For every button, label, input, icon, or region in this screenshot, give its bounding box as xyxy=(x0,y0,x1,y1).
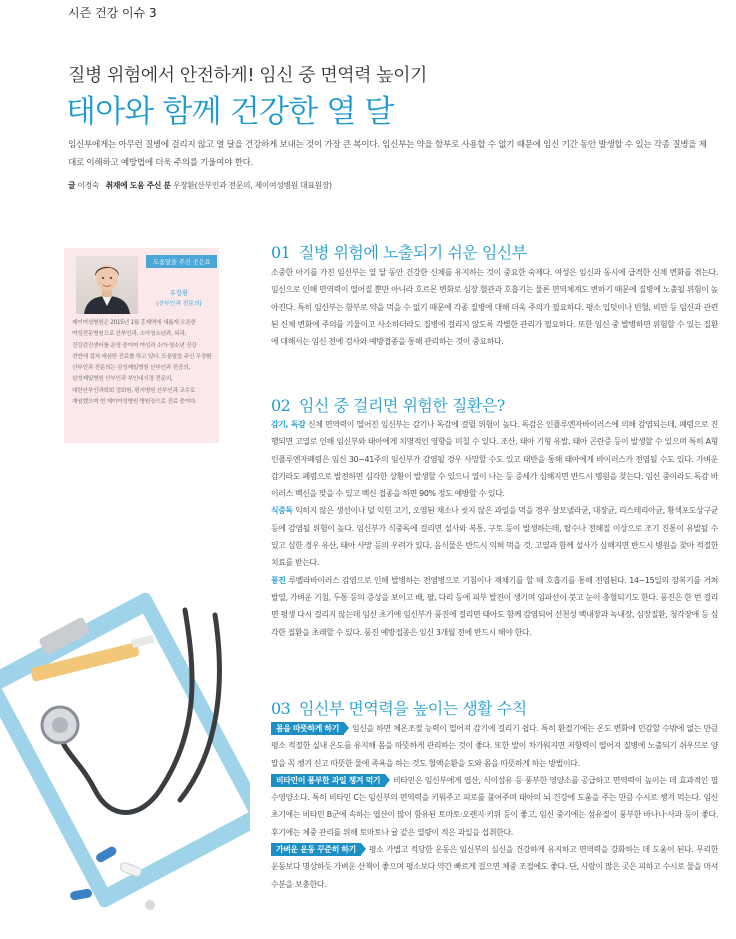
clipboard-icon xyxy=(0,591,250,910)
section-heading-01 xyxy=(271,240,527,263)
disease-keyword: 풍진 xyxy=(271,575,286,585)
article-title: 태아와 함께 건강한 열 달 xyxy=(66,94,394,130)
article-subtitle: 질병 위험에서 안전하게! 임신 중 면역력 높이기 xyxy=(68,65,427,86)
section-03-body xyxy=(271,720,718,893)
section-title: 임신 중 걸리면 위험한 질환은? xyxy=(298,396,505,415)
medical-illustration xyxy=(0,560,250,939)
credit-line xyxy=(68,180,332,191)
series-label: 시즌 건강 이슈 3 xyxy=(68,6,157,20)
sidebar-tag: 도움말을 주신 곳은요 xyxy=(146,255,217,268)
tip-item-warmth xyxy=(271,720,718,772)
tip-label: 가벼운 운동 꾸준히 하기 xyxy=(271,843,361,856)
tip-item-light-exercise xyxy=(271,841,718,893)
doctor-role: (산부인과 전문의) xyxy=(156,301,202,307)
disease-item-rubella xyxy=(271,572,718,641)
hospital-bio: 제이여성병원은 2015년 1월 홍제역에 새롭게 오픈한 여성전문병원으로 산부인과, 소아청소년과, 외과, 건강검진센터를 운영 중이며 여성과 소아·청소년 건강 전반에 걸쳐 세심한 진료를 하고 있다. 도움말을 주신 우장환 산부인과 전문의는 삼성제일병원 산부인과 전공의, 삼성제일병원 산부인과 부인내시경 전문의, 대한산부인과학회 정회원, 평지병원 산부인과 교수로 재임했으며 현 제이여성병원 병원장으로 진료 중이다. xyxy=(72,320,212,406)
tip-text: 비타민은 임신부에게 엽산, 식이섬유 등 풍부한 영양소를 공급하고 면역력이 높이는 데 효과적인 필수영양소다. 특히 비타민 C는 임신부의 면역력을 키워주고 피로를 풀어주며 태아의 뇌 건강에 도움을 주는 만큼 수시로 챙겨 먹는다. 임신 초기에는 비타민 B군에 속하는 엽산이 많이 함유된 토마토·오렌지·키위 등이 좋고, 임신 중기에는 섬유질이 풍부한 바나나·사과 등이 좋다. 후기에는 체중 관리를 위해 토마토나 귤 같은 열량이 적은 과일을 섭취한다. xyxy=(271,775,718,837)
tip-item-vitamin-fruit xyxy=(271,772,718,841)
section-title: 임신부 면역력을 높이는 생활 수칙 xyxy=(298,699,527,718)
section-01-paragraph: 소중한 아기를 가진 임신부는 열 달 동안 건강한 신체를 유지하는 것이 중요한 숙제다. 여성은 임신과 동시에 급격한 신체 변화를 겪는다. 임신으로 인해 면역력이 떨어질 뿐만 아니라 호르몬 변화로 심장 혈관과 호흡기는 물론 면역체계도 변하기 때문에 질병에 노출될 위험이 높아진다. 특히 임신부는 함부로 약을 먹을 수 없기 때문에 각종 질병에 대해 더욱 주의가 필요하다. 평소 입덧이나 빈혈, 비만 등 임신과 관련된 신체 변화에 주의를 기울이고 사소하더라도 질병에 걸리지 않도록 각별한 관리가 필요하다. 또한 임신 중 발병하면 위험할 수 있는 질환에 대해서는 임신 전에 검사와 예방접종을 통해 관리하는 것이 중요하다. xyxy=(271,268,718,347)
disease-text: 익히지 않은 생선이나 덜 익힌 고기, 오염된 채소나 씻지 않은 과일을 먹을 경우 살모넬라균, 대장균, 리스테리아균, 황색포도상구균 등에 감염될 위험이 높다. 임신부가 식중독에 걸리면 설사와 복통, 구토 등이 발생하는데, 탈수나 전해질 이상으로 조기 진통이 유발될 수 있고 심한 경우 유산, 태아 사망 등의 우려가 있다. 음식물은 반드시 익혀 먹을 것. 고열과 함께 설사가 심해지면 반드시 병원을 찾아 적절한 치료를 받는다. xyxy=(271,506,718,568)
disease-keyword: 식중독 xyxy=(271,506,293,516)
tip-text: 평소 가볍고 적당한 운동은 임신부의 심신을 건강하게 유지하고 면역력을 강화하는 데 도움이 된다. 무리한 운동보다 명상하듯 가벼운 산책이 좋으며 평소보다 약간 빠르게 걸으면 체중 조절에도 좋다. 단, 사람이 많은 곳은 피하고 수시로 물을 마셔 수분을 보충한다. xyxy=(271,845,718,889)
section-heading-03 xyxy=(271,696,527,719)
helper-label: 취재에 도움 주신 분 xyxy=(105,181,171,190)
doctor-photo xyxy=(76,256,138,314)
writer-name: 이경숙 xyxy=(77,181,100,190)
tip-label: 몸을 따뜻하게 하기 xyxy=(271,722,344,735)
disease-item-food-poisoning xyxy=(271,502,718,571)
section-02-body xyxy=(271,416,718,641)
writer-label: 글 xyxy=(68,181,76,190)
expert-sidebar xyxy=(64,248,219,443)
doctor-name: 우장환 xyxy=(169,289,189,297)
intro-paragraph: 임신부에게는 아무런 질병에 걸리지 않고 열 달을 건강하게 보내는 것이 가장 큰 복이다. 임신부는 약을 함부로 사용할 수 없기 때문에 임신 기간 동안 발생할 수 있는 각종 질병을 제대로 이해하고 예방법에 더욱 주의를 기울여야 한다. xyxy=(68,140,707,168)
tip-text: 임신을 하면 체온조절 능력이 떨어져 감기에 걸리기 쉽다. 특히 환절기에는 온도 변화에 민감할 수밖에 없는 만큼 평소 적절한 실내 온도를 유지해 몸을 따뜻하게 관리하는 것이 좋다. 또한 발이 차가워지면 저항력이 떨어져 질병에 노출되기 쉬우므로 양말을 꼭 챙겨 신고 따뜻한 물에 족욕을 하는 것도 혈액순환을 도와 몸을 따뜻하게 하는 방법이다. xyxy=(271,724,718,768)
helper-name: 우장환(산부인과 전문의, 제이여성병원 대표원장) xyxy=(172,181,332,190)
disease-text: 신체 면역력이 떨어진 임신부는 감기나 독감에 걸릴 위험이 높다. 독감은 인플루엔자바이러스에 의해 감염되는데, 폐렴으로 진행되면 고열로 인해 임신부와 태아에게 치명적인 영향을 미칠 수 있다. 조산, 태아 기형 유발, 태아 곤란증 등이 발생할 수 있으며 특히 A형 인플루엔자폐렴은 임신 30~41주의 임신부가 감염될 경우 사망할 수도 있고 태반을 통해 태아에게 바이러스가 전염될 수도 있다. 가벼운 감기라도 폐렴으로 발전하면 심각한 상황이 발생할 수 있으니 열이 나는 등 증세가 심해지면 반드시 병원을 찾는다. 임신 중이라도 독감 바이러스 백신을 맞을 수 있고 백신 접종을 하면 90% 정도 예방할 수 있다. xyxy=(271,420,718,499)
section-heading-02 xyxy=(271,393,505,416)
section-number: 03 xyxy=(271,699,291,718)
section-number: 02 xyxy=(271,396,291,415)
section-title: 질병 위험에 노출되기 쉬운 임신부 xyxy=(298,243,527,262)
disease-keyword: 감기, 독감 xyxy=(271,420,306,429)
section-number: 01 xyxy=(271,243,291,262)
tip-label: 비타민이 풍부한 과일 챙겨 먹기 xyxy=(271,774,385,787)
disease-item-flu xyxy=(271,416,718,502)
disease-text: 루벨라바이러스 감염으로 인해 발병하는 전염병으로 기침이나 재채기를 할 때 호흡기를 통해 전염된다. 14~15일의 잠복기를 거쳐 발열, 가벼운 기침, 두통 등의 증상을 보이고 배, 팔, 다리 등에 피부 발진이 생기며 임파선이 붓고 눈이 충혈되기도 한다. 풍진은 한 번 걸리면 평생 다시 걸리지 않는데 임신 초기에 임신부가 풍진에 걸리면 태아도 함께 감염되어 선천성 백내장과 녹내장, 심장질환, 청각장애 등 심각한 질환을 초래할 수 있다. 풍진 예방접종은 임신 3개월 전에 반드시 해야 한다. xyxy=(271,575,718,637)
